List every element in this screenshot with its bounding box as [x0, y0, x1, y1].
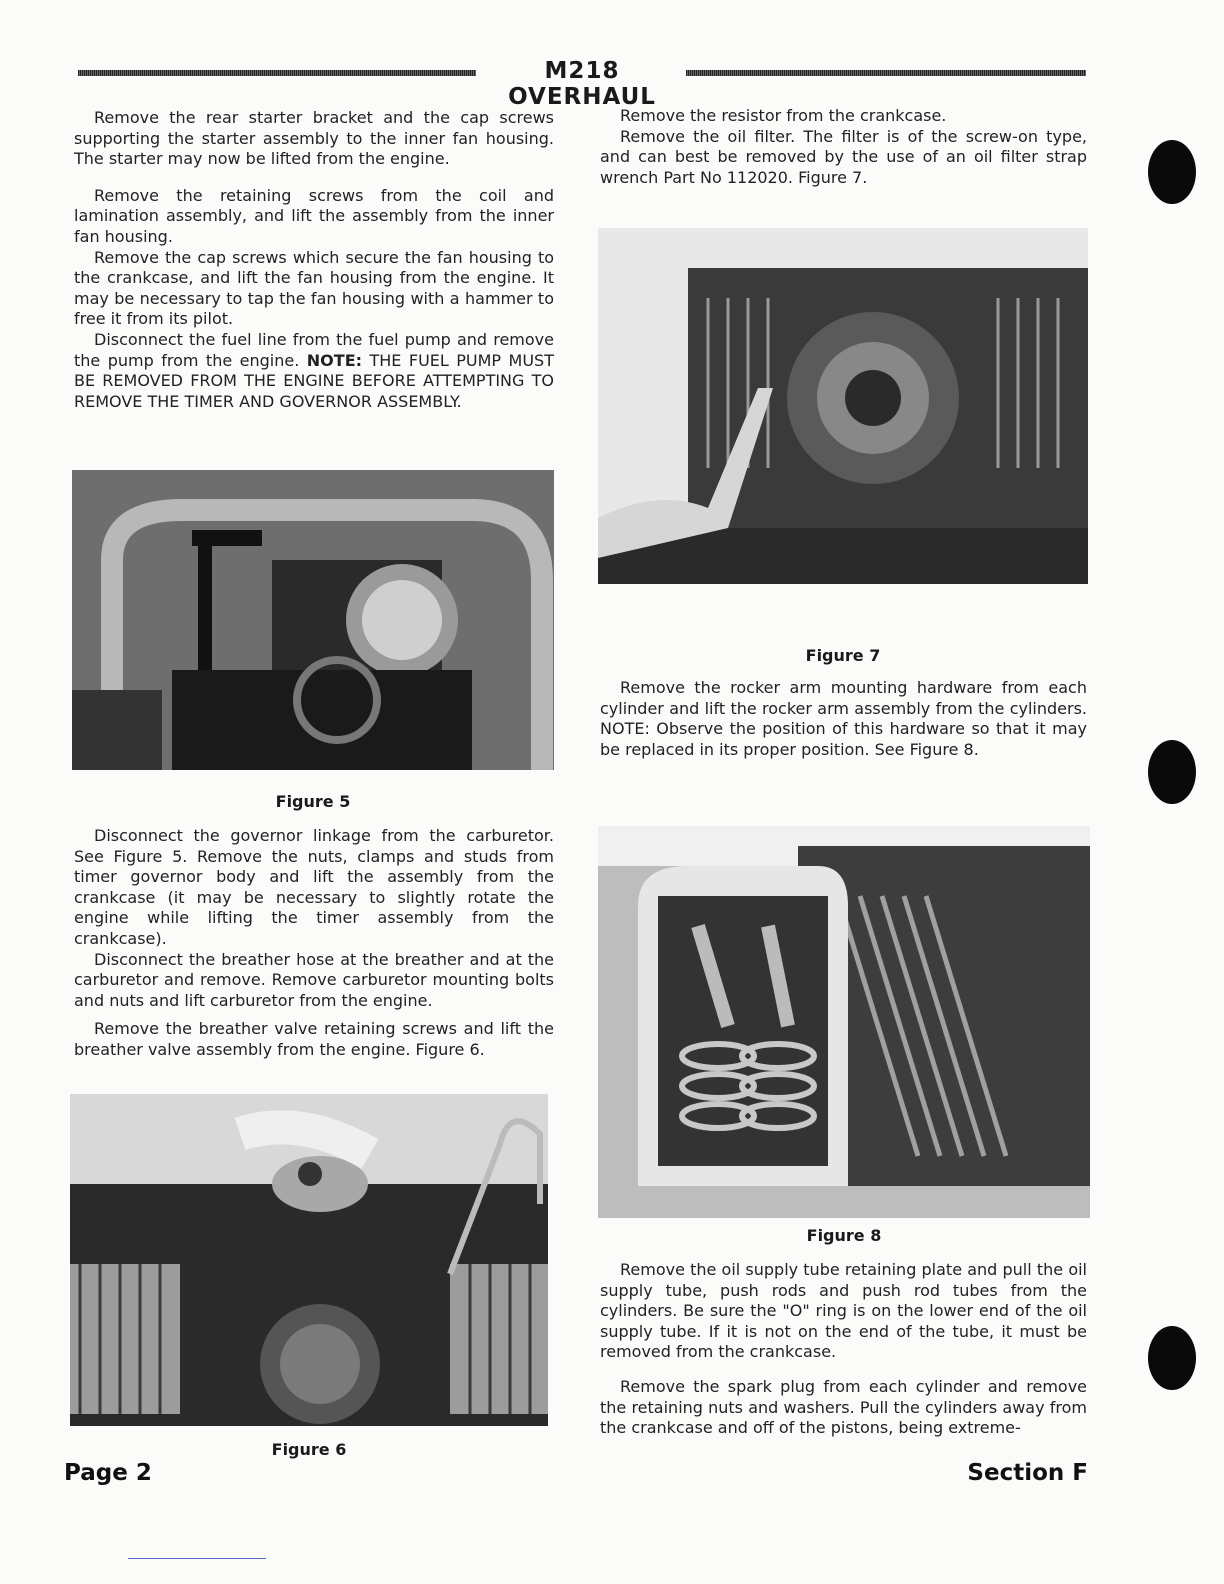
header-rule-right: [686, 70, 1086, 76]
right-column-top-text: [600, 106, 1087, 188]
note-label: NOTE:: [306, 350, 363, 370]
figure-6-photo: [70, 1094, 548, 1426]
paragraph-fuel-pump: [74, 330, 554, 412]
figure-8-caption: Figure 8: [806, 1226, 882, 1245]
figure-6-caption: Figure 6: [271, 1440, 347, 1459]
paragraph-starter: Remove the rear starter bracket and the cap screws supporting the starter assembly to the inner fan housing. The starter may now be lifted from the engine.: [74, 108, 554, 169]
paragraph-fan-housing: Remove the cap screws which secure the fan housing to the crankcase, and lift the fan housing from the engine. It may be necessary to tap the fan housing with a hammer to free it from its pilot.: [74, 247, 554, 329]
page-number: Page 2: [64, 1460, 152, 1486]
figure-6-engine-illustration: [70, 1094, 548, 1426]
header-rule-left: [78, 70, 476, 76]
paragraph-governor: Disconnect the governor linkage from the carburetor. See Figure 5. Remove the nuts, clamps and studs from timer governor body and lift the assembly from the crankcase (it may be necessary to slightly rotate the engine while lifting the timer assembly from the crankcase).: [74, 826, 554, 948]
paragraph-breather-hose: Disconnect the breather hose at the breather and at the carburetor and remove. Remove carburetor mounting bolts and nuts and lift carburetor from the engine.: [74, 949, 554, 1010]
figure-7-engine-illustration: [598, 228, 1088, 584]
paragraph-rocker-arm: Remove the rocker arm mounting hardware from each cylinder and lift the rocker arm assembly from the cylinders. NOTE: Observe the position of this hardware so that it may be replaced in its proper position. See Figure 8.: [600, 678, 1087, 759]
fuel-pump-note: THE FUEL PUMP MUST BE REMOVED FROM THE ENGINE BEFORE ATTEMPTING TO REMOVE THE TIMER AND GOVERNOR ASSEMBLY.: [74, 350, 554, 411]
left-column-middle-text: [74, 826, 554, 1061]
page-title: M218 OVERHAUL: [508, 58, 656, 110]
paragraph-spark-plug: Remove the spark plug from each cylinder and remove the retaining nuts and washers. Pull the cylinders away from the crankcase and off of the pistons, being extreme-: [600, 1376, 1087, 1438]
figure-5-engine-illustration: [72, 470, 554, 770]
paragraph-breather-valve: Remove the breather valve retaining screws and lift the breather valve assembly from the engine. Figure 6.: [74, 1019, 554, 1059]
bottom-underline-mark: [128, 1558, 266, 1559]
fuel-pump-text: Disconnect the fuel line from the fuel pump and remove the pump from the engine.: [74, 329, 554, 370]
right-column-rocker-text: [600, 678, 1087, 760]
figure-8-engine-illustration: [598, 826, 1090, 1218]
section-label: Section F: [967, 1460, 1088, 1486]
punch-hole-middle: [1148, 740, 1196, 804]
figure-8-photo: [598, 826, 1090, 1218]
figure-7-caption: Figure 7: [805, 646, 881, 665]
figure-7-photo: [598, 228, 1088, 584]
figure-5-caption: Figure 5: [275, 792, 351, 811]
right-column-bottom-text: [600, 1260, 1087, 1439]
punch-hole-top: [1148, 140, 1196, 204]
figure-5-photo: [72, 470, 554, 770]
paragraph-oil-supply-tube: Remove the oil supply tube retaining plate and pull the oil supply tube, push rods and push rod tubes from the cylinders. Be sure the "O" ring is on the lower end of the oil supply tube. If it is not on the end of the tube, it must be removed from the crankcase.: [600, 1260, 1087, 1362]
punch-hole-bottom: [1148, 1326, 1196, 1390]
paragraph-coil: Remove the retaining screws from the coil and lamination assembly, and lift the assembly from the inner fan housing.: [74, 185, 554, 246]
paragraph-oil-filter: Remove the oil filter. The filter is of the screw-on type, and can best be removed by the use of an oil filter strap wrench Part No 112020. Figure 7.: [600, 126, 1087, 187]
left-column-top-text: [74, 108, 554, 412]
paragraph-resistor: Remove the resistor from the crankcase.: [620, 106, 947, 125]
